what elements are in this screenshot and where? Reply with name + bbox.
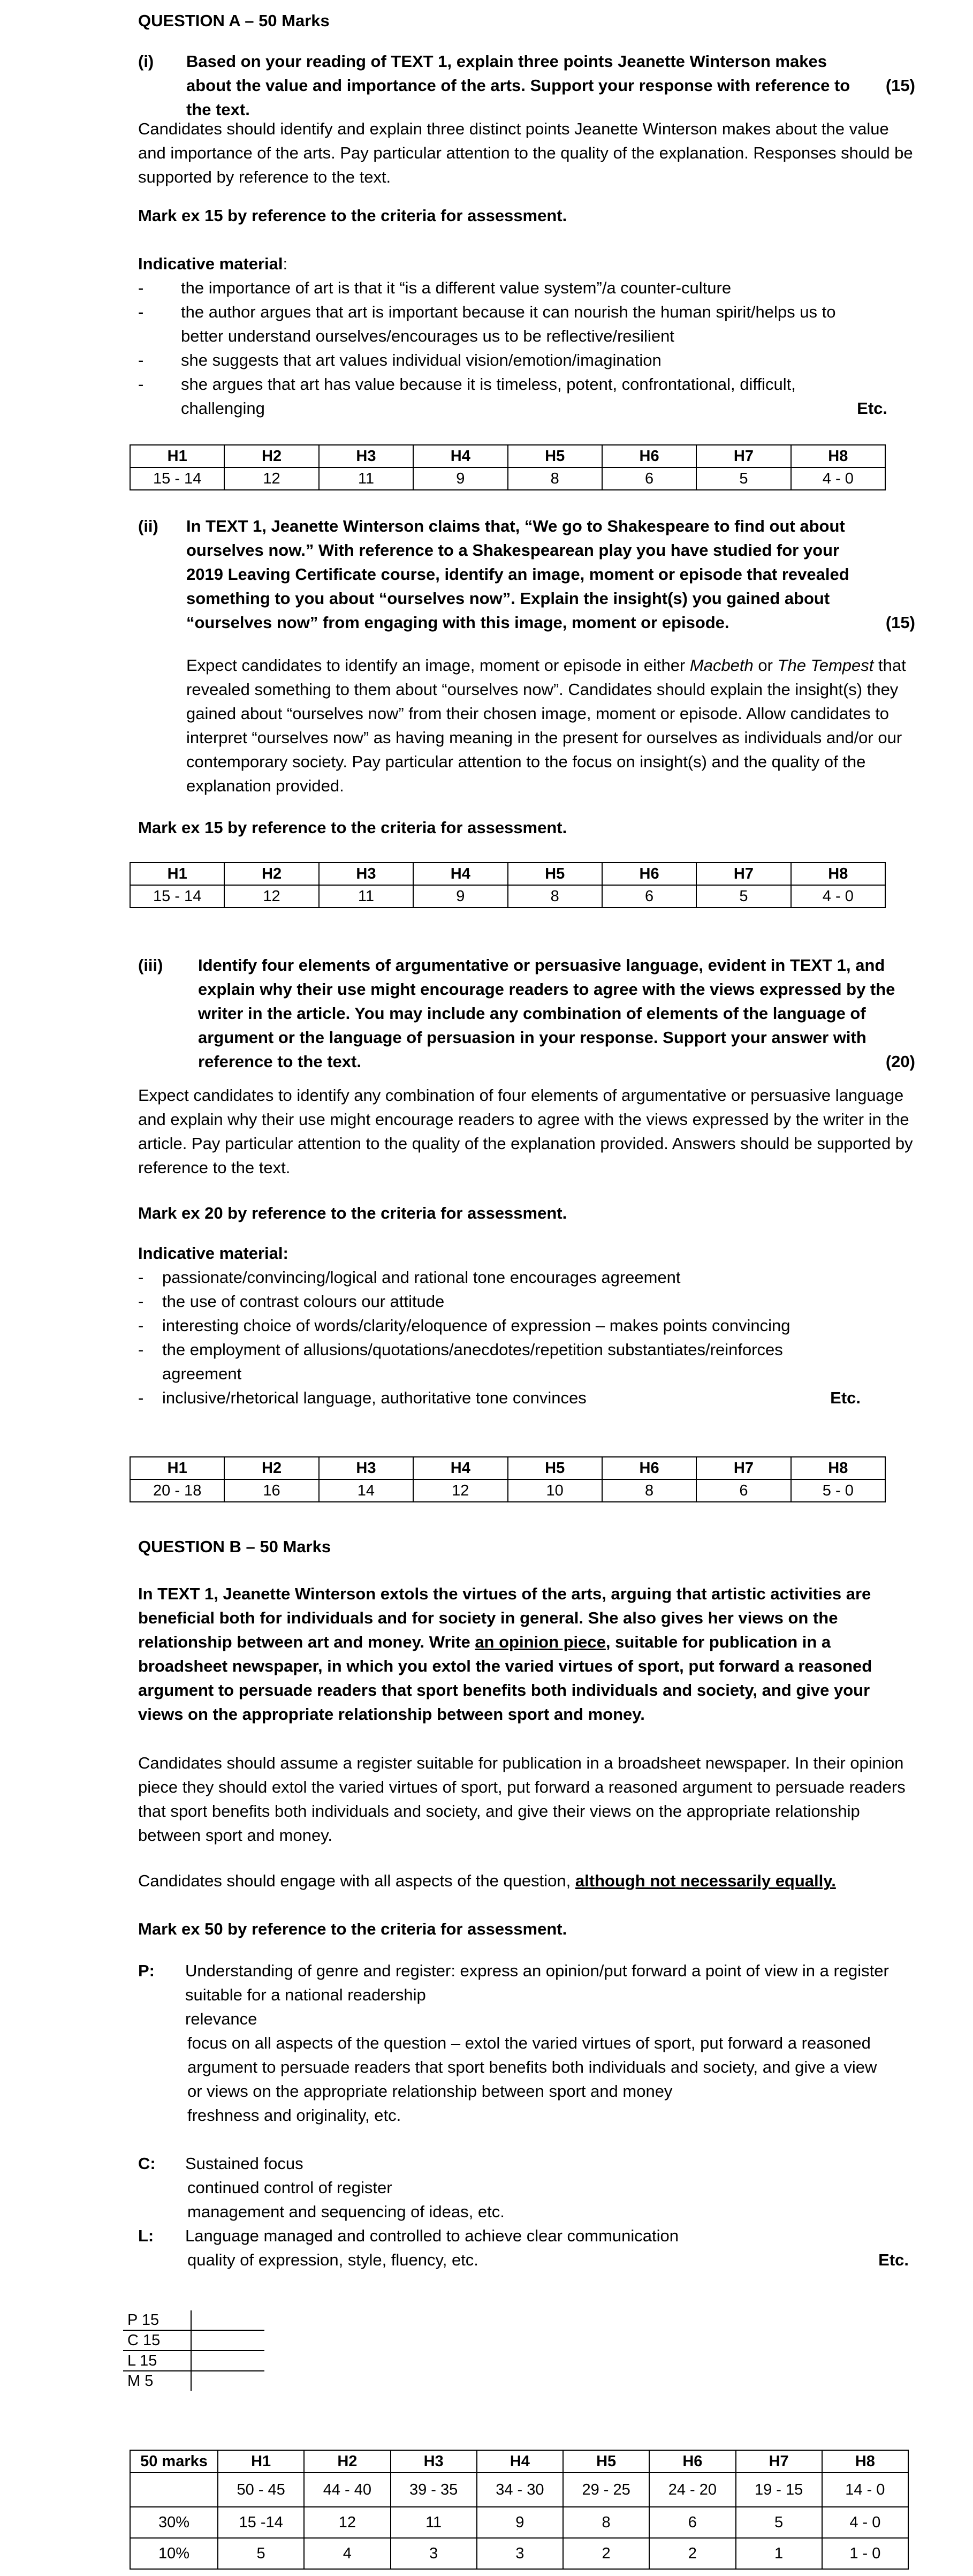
table-cell: 14 [319, 1479, 413, 1502]
question-iii-etc: Etc. [830, 1388, 861, 1407]
table-cell: H8 [822, 2450, 908, 2473]
table-row [130, 1457, 885, 1479]
table-cell: 5 [736, 2507, 822, 2538]
play-tempest: The Tempest [777, 656, 874, 675]
question-ii-guidance: Expect candidates to identify an image, moment or episode in either Macbeth or The Tempest that revealed something to them about “ourselves now”. Candidates should explain the insight(s) they gained about “ourselves now” from their chosen image, moment or episode. Allow candidates to interpret “ourselves now” as having meaning in the present for ourselves as individuals and/or our contemporary society. Pay particular attention to the focus on insight(s) and the quality of the explanation provided. [186, 656, 906, 795]
question-ii-text: In TEXT 1, Jeanette Winterson claims that, “We go to Shakespeare to find out about ourselves now.” With reference to a Shakespearean play you have studied for your 2019 Leaving Certificate course, identify an image, moment or episode that revealed something to you about “ourselves now”. Explain the insight(s) you gained about “ourselves now” from engaging with this image, moment or episode. [186, 517, 849, 632]
table-cell: H1 [218, 2450, 304, 2473]
table-cell: 6 [602, 885, 696, 908]
question-i-mark-ex: Mark ex 15 by reference to the criteria for assessment. [138, 206, 567, 225]
question-b-text: In TEXT 1, Jeanette Winterson extols the virtues of the arts, arguing that artistic activities are beneficial both for individuals and for society in general. She also gives her views on the relationship between art and money. Write an opinion piece, suitable for publication in a broadsheet newspaper, in which you extol the varied virtues of sport, put forward a reasoned argument to persuade readers that sport benefits both individuals and society, and give your views on the appropriate relationship between sport and money. [138, 1584, 872, 1724]
question-iii-marks: (20) [885, 1052, 915, 1071]
question-iii-number: (iii) [138, 956, 163, 975]
table-cell: 5 - 0 [791, 1479, 885, 1502]
table-cell: H4 [477, 2450, 563, 2473]
table-cell: H4 [413, 1457, 507, 1479]
table-cell: H1 [130, 445, 224, 467]
table-cell: 2 [649, 2538, 735, 2569]
table-cell: H5 [508, 863, 602, 885]
list-item: - inclusive/rhetorical language, authoritative tone convinces [138, 1386, 866, 1410]
question-i [138, 49, 915, 119]
table-row [130, 2450, 908, 2473]
table-cell: 9 [413, 885, 507, 908]
table-row [130, 2507, 908, 2538]
table-cell: 6 [696, 1479, 790, 1502]
table-cell: 14 - 0 [822, 2473, 908, 2507]
table-row [130, 863, 885, 885]
table-cell: H7 [736, 2450, 822, 2473]
question-i-etc: Etc. [857, 399, 887, 418]
table-cell: 11 [319, 885, 413, 908]
table-row [123, 2310, 264, 2330]
table-cell: H5 [563, 2450, 649, 2473]
table-cell: 1 - 0 [822, 2538, 908, 2569]
table-cell [130, 2473, 218, 2507]
table-row [130, 2473, 908, 2507]
table-cell: 11 [391, 2507, 477, 2538]
table-cell: H6 [649, 2450, 735, 2473]
table-cell: 12 [304, 2507, 390, 2538]
question-iii [138, 953, 915, 1074]
table-cell: 20 - 18 [130, 1479, 224, 1502]
question-i-guidance: Candidates should identify and explain three distinct points Jeanette Winterson makes about the value and importance of the arts. Pay particular attention to the quality of the explanation. Responses should be supported by reference to the text. [138, 119, 913, 186]
table-cell: H8 [791, 863, 885, 885]
pclm-table [123, 2310, 264, 2391]
table-cell: H5 [508, 445, 602, 467]
table-cell: H6 [602, 1457, 696, 1479]
table-cell: 12 [224, 467, 318, 490]
table-cell: M 5 [123, 2371, 191, 2391]
criteria-c-text: Sustained focus continued control of register management and sequencing of ideas, etc. [185, 2154, 505, 2221]
table-cell: 2 [563, 2538, 649, 2569]
table-cell: 39 - 35 [391, 2473, 477, 2507]
table-row [123, 2371, 264, 2391]
table-cell [191, 2351, 264, 2371]
table-cell: 19 - 15 [736, 2473, 822, 2507]
question-b-heading: QUESTION B – 50 Marks [138, 1537, 331, 1556]
table-cell: 4 - 0 [791, 885, 885, 908]
criteria-c-label: C: [138, 2154, 156, 2173]
criteria-p-text: Understanding of genre and register: express an opinion/put forward a point of view in a register suitable for a national readership relevance focus on all aspects of the question – extol the varied virtues of sport, put forward a reasoned argument to persuade readers that sport benefits both individuals and society, and give a view or views on the appropriate relationship between sport and money freshness and originality, etc. [185, 1961, 889, 2125]
table-cell: 50 - 45 [218, 2473, 304, 2507]
table-cell: 12 [224, 885, 318, 908]
question-iii-guidance: Expect candidates to identify any combination of four elements of argumentative or persuasive language and explain why their use might encourage readers to agree with the views expressed by the writer in the article. Pay particular attention to the quality of the explanation provided. Answers should be supported by reference to the text. [138, 1086, 913, 1177]
table-cell: 12 [413, 1479, 507, 1502]
table-cell: H3 [391, 2450, 477, 2473]
question-iii-grade-table [130, 1456, 886, 1502]
table-cell: 29 - 25 [563, 2473, 649, 2507]
table-cell: 44 - 40 [304, 2473, 390, 2507]
table-cell: H3 [319, 1457, 413, 1479]
table-cell: H8 [791, 1457, 885, 1479]
table-cell: 6 [649, 2507, 735, 2538]
table-cell: H3 [319, 863, 413, 885]
table-cell: 3 [391, 2538, 477, 2569]
question-i-marks: (15) [885, 76, 915, 95]
list-item: - the use of contrast colours our attitude [138, 1289, 866, 1313]
table-cell: H1 [130, 863, 224, 885]
table-cell: H6 [602, 863, 696, 885]
table-cell: 15 -14 [218, 2507, 304, 2538]
question-ii-grade-table [130, 862, 886, 908]
table-cell: 5 [696, 467, 790, 490]
list-item: - the employment of allusions/quotations/anecdotes/repetition substantiates/reinforces agreement [138, 1338, 866, 1386]
list-item: - the author argues that art is important because it can nourish the human spirit/helps us to better understand ourselves/encourages us to be reflective/resilient [138, 300, 845, 348]
question-i-text: Based on your reading of TEXT 1, explain three points Jeanette Winterson makes about the value and importance of the arts. Support your response with reference to the text. [186, 52, 850, 119]
table-row [130, 885, 885, 908]
table-cell: 50 marks [130, 2450, 218, 2473]
table-cell: H6 [602, 445, 696, 467]
table-cell: 30% [130, 2507, 218, 2538]
table-cell: 15 - 14 [130, 467, 224, 490]
question-i-grade-table [130, 444, 886, 490]
question-a-heading: QUESTION A – 50 Marks [138, 11, 330, 30]
question-iii-indicative-label: Indicative material: [138, 1244, 288, 1263]
criteria-l-text: Language managed and controlled to achieve clear communication quality of expression, style, fluency, etc. [185, 2226, 679, 2269]
table-row [130, 467, 885, 490]
question-b-mark-ex: Mark ex 50 by reference to the criteria for assessment. [138, 1920, 567, 1938]
table-cell: 10% [130, 2538, 218, 2569]
table-cell [191, 2330, 264, 2351]
table-cell: H7 [696, 445, 790, 467]
list-item: - she argues that art has value because it is timeless, potent, confrontational, difficult, challenging [138, 372, 845, 420]
table-cell [191, 2371, 264, 2391]
table-cell: 4 [304, 2538, 390, 2569]
table-row [123, 2330, 264, 2351]
table-cell: 10 [508, 1479, 602, 1502]
table-cell: 9 [413, 467, 507, 490]
table-row [130, 445, 885, 467]
table-cell: 9 [477, 2507, 563, 2538]
question-iii-mark-ex: Mark ex 20 by reference to the criteria for assessment. [138, 1204, 567, 1222]
question-b-grade-table [130, 2450, 909, 2570]
list-item: - passionate/convincing/logical and rational tone encourages agreement [138, 1265, 866, 1289]
table-cell: L 15 [123, 2351, 191, 2371]
table-cell: H3 [319, 445, 413, 467]
table-cell: H7 [696, 863, 790, 885]
table-cell: 1 [736, 2538, 822, 2569]
table-cell: 4 - 0 [822, 2507, 908, 2538]
question-b-engage: Candidates should engage with all aspects of the question, although not necessarily equally. [138, 1871, 836, 1890]
table-cell: 6 [602, 467, 696, 490]
table-cell: H1 [130, 1457, 224, 1479]
assessment-criteria [138, 1959, 909, 2269]
criteria-p-label: P: [138, 1961, 155, 1980]
table-cell: 34 - 30 [477, 2473, 563, 2507]
question-iii-text: Identify four elements of argumentative or persuasive language, evident in TEXT 1, and explain why their use might encourage readers to agree with the views expressed by the writer in the article. You may include any combination of elements of the language of argument or the language of persuasion in your response. Support your answer with reference to the text. [198, 956, 895, 1071]
table-cell: H2 [304, 2450, 390, 2473]
table-cell: P 15 [123, 2310, 191, 2330]
question-b-guidance: Candidates should assume a register suitable for publication in a broadsheet newspaper. In their opinion piece they should extol the varied virtues of sport, put forward a reasoned argument to persuade readers that sport benefits both individuals and society, and give their views on the appropriate relationship between sport and money. [138, 1754, 906, 1845]
table-cell: 24 - 20 [649, 2473, 735, 2507]
table-cell: 8 [563, 2507, 649, 2538]
question-ii-mark-ex: Mark ex 15 by reference to the criteria for assessment. [138, 818, 567, 837]
question-i-indicative-label: Indicative material: [138, 254, 288, 273]
table-cell: C 15 [123, 2330, 191, 2351]
table-cell: H5 [508, 1457, 602, 1479]
table-cell: 15 - 14 [130, 885, 224, 908]
question-ii-marks: (15) [885, 613, 915, 632]
table-cell: H2 [224, 445, 318, 467]
table-cell: 16 [224, 1479, 318, 1502]
table-row [123, 2351, 264, 2371]
question-ii [138, 514, 915, 634]
table-cell: 8 [602, 1479, 696, 1502]
table-cell: H8 [791, 445, 885, 467]
opinion-piece-emphasis: an opinion piece [475, 1633, 606, 1651]
list-item: - she suggests that art values individual vision/emotion/imagination [138, 348, 845, 372]
question-iii-indicative-list [138, 1265, 866, 1410]
criteria-etc: Etc. [878, 2250, 909, 2269]
table-cell: H2 [224, 1457, 318, 1479]
table-cell: 8 [508, 467, 602, 490]
question-i-number: (i) [138, 52, 154, 71]
question-ii-number: (ii) [138, 517, 158, 535]
table-row [130, 1479, 885, 1502]
table-cell: H4 [413, 445, 507, 467]
list-item: - the importance of art is that it “is a different value system”/a counter-culture [138, 276, 845, 300]
table-cell: H7 [696, 1457, 790, 1479]
play-macbeth: Macbeth [689, 656, 754, 675]
table-cell [191, 2310, 264, 2330]
list-item: - interesting choice of words/clarity/eloquence of expression – makes points convincing [138, 1313, 866, 1338]
table-cell: 5 [218, 2538, 304, 2569]
table-cell: H2 [224, 863, 318, 885]
table-cell: 5 [696, 885, 790, 908]
table-cell: 4 - 0 [791, 467, 885, 490]
table-cell: 8 [508, 885, 602, 908]
table-cell: H4 [413, 863, 507, 885]
table-cell: 3 [477, 2538, 563, 2569]
question-i-indicative-list [138, 276, 887, 420]
table-cell: 11 [319, 467, 413, 490]
table-row [130, 2538, 908, 2569]
criteria-l-label: L: [138, 2226, 154, 2245]
